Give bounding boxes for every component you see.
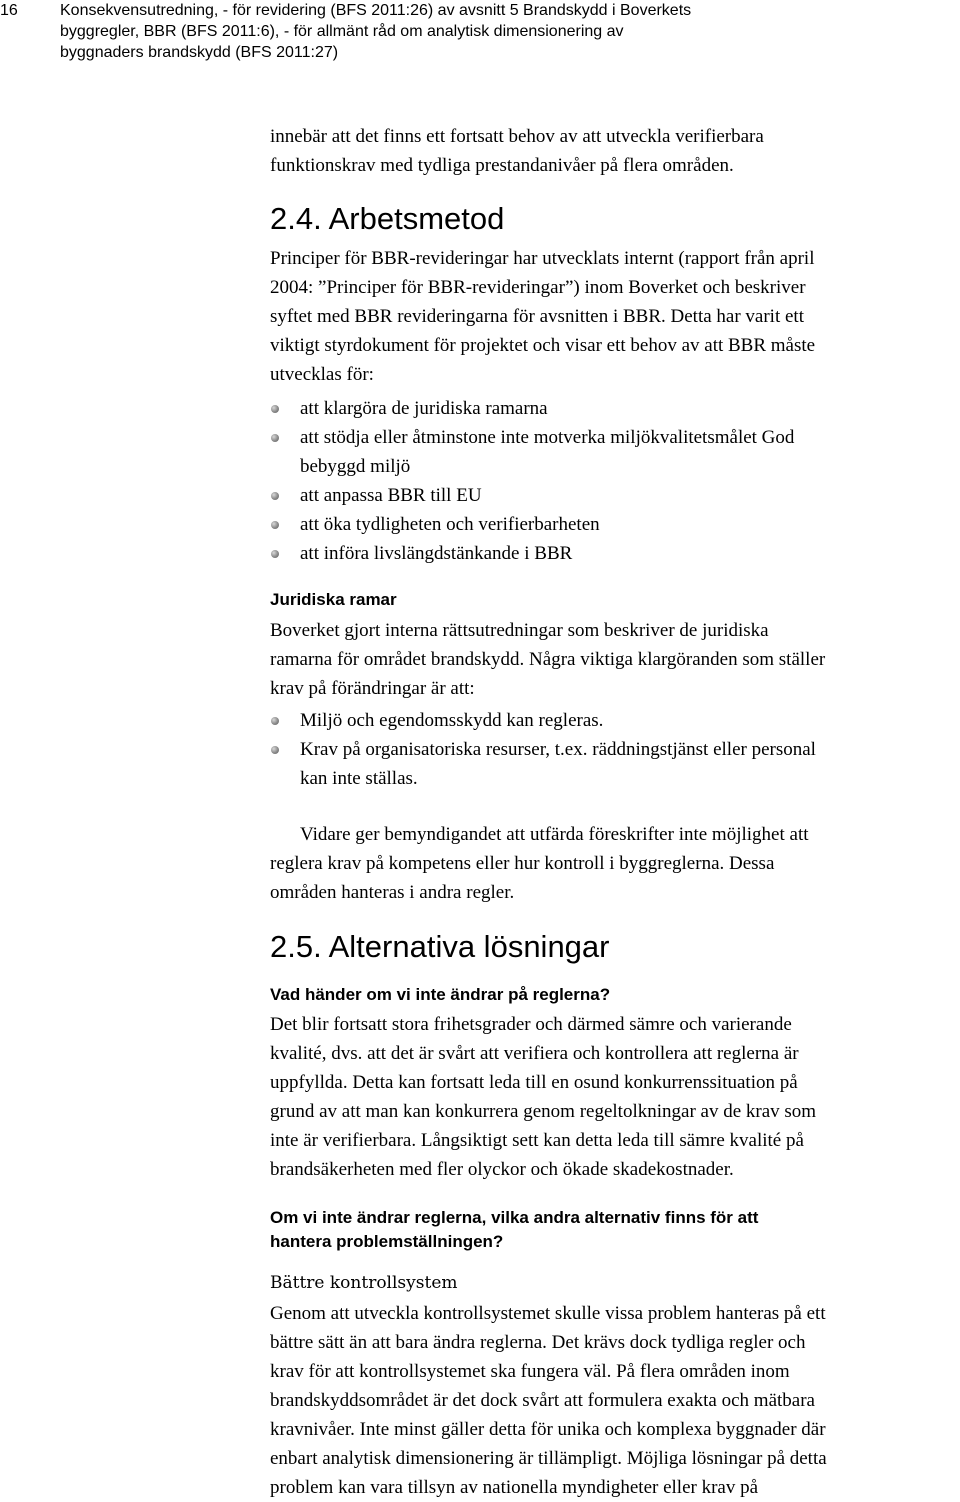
running-header-line: byggnaders brandskydd (BFS 2011:27) bbox=[60, 44, 339, 61]
list-item bbox=[270, 510, 960, 539]
paragraph-line: inte är verifierbara. Långsiktigt sett kan detta leda till sämre kvalité på bbox=[270, 1130, 804, 1151]
vad-hander-paragraph bbox=[270, 1010, 960, 1184]
paragraph-line: grund av att man kan konkurrera genom regeltolkningar av de krav som bbox=[270, 1101, 817, 1122]
paragraph-line: kravnivåer. Inte minst gäller detta för unika och komplexa byggnader där bbox=[270, 1419, 826, 1440]
intro-paragraph bbox=[270, 122, 960, 180]
paragraph-line: krav för att kontrollsystemet ska fungera väl. På flera områden inom bbox=[270, 1361, 790, 1382]
paragraph-line: brandsäkerheten med fler olyckor och ökade skadekostnader. bbox=[270, 1159, 734, 1180]
purpose-bullet-list bbox=[270, 394, 960, 568]
juridiska-paragraph bbox=[270, 616, 960, 703]
page-number: 16 bbox=[0, 2, 18, 19]
paragraph-line: viktigt styrdokument för projektet och visar ett behov av att BBR måste bbox=[270, 335, 816, 356]
list-item-text: bebyggd miljö bbox=[300, 456, 411, 477]
body-content bbox=[270, 122, 960, 1502]
option-heading-battre-kontrollsystem: Bättre kontrollsystem bbox=[270, 1273, 458, 1293]
paragraph-line: Boverket gjort interna rättsutredningar som beskriver de juridiska bbox=[270, 620, 769, 641]
bullet-icon bbox=[271, 746, 279, 754]
paragraph-line: brandskyddsområdet är det dock svårt att formulera exakta och mätbara bbox=[270, 1390, 815, 1411]
paragraph-line: utvecklas för: bbox=[270, 364, 374, 385]
list-item bbox=[270, 706, 960, 735]
paragraph-line: kvalité, dvs. att det är svårt att verifiera och kontrollera att reglerna är bbox=[270, 1043, 799, 1064]
running-header-line: Konsekvensutredning, - för revidering (BFS 2011:26) av avsnitt 5 Brandskydd i Boverkets bbox=[60, 2, 692, 19]
section-heading-arbetsmetod: 2.4. Arbetsmetod bbox=[270, 201, 505, 236]
running-header-line: byggregler, BBR (BFS 2011:6), - för allmänt råd om analytisk dimensionering av bbox=[60, 23, 624, 40]
paragraph-line: enbart analytisk dimensionering är tillämpligt. Möjliga lösningar på detta bbox=[270, 1448, 827, 1469]
bullet-icon bbox=[271, 405, 279, 413]
list-item-text: att stödja eller åtminstone inte motverka miljökvalitetsmålet God bbox=[300, 427, 795, 448]
list-item-text: Krav på organisatoriska resurser, t.ex. räddningstjänst eller personal bbox=[300, 739, 816, 760]
paragraph-line: bättre sätt än att bara ändra reglerna. Det krävs dock tydliga regler och bbox=[270, 1332, 806, 1353]
paragraph-line: problem kan vara tillsyn av nationella myndigheter eller krav på bbox=[270, 1477, 759, 1498]
list-item bbox=[270, 394, 960, 423]
list-item-text: kan inte ställas. bbox=[300, 768, 418, 789]
bullet-icon bbox=[271, 434, 279, 442]
paragraph-line: krav på förändringar är att: bbox=[270, 678, 475, 699]
battre-kontrollsystem-paragraph bbox=[270, 1299, 960, 1502]
list-item-text: Miljö och egendomsskydd kan regleras. bbox=[300, 710, 604, 731]
paragraph-line: funktionskrav med tydliga prestandanivåer på flera områden. bbox=[270, 155, 734, 176]
heading-line: Om vi inte ändrar reglerna, vilka andra alternativ finns för att bbox=[270, 1208, 759, 1227]
sub-heading-juridiska-ramar: Juridiska ramar bbox=[270, 590, 397, 609]
bullet-icon bbox=[271, 550, 279, 558]
arbetsmetod-paragraph bbox=[270, 244, 960, 389]
paragraph-line: Vidare ger bemyndigandet att utfärda föreskrifter inte möjlighet att bbox=[300, 824, 809, 845]
paragraph-line: 2004: ”Principer för BBR-revideringar”) inom Boverket och beskriver bbox=[270, 277, 806, 298]
paragraph-line: syftet med BBR revideringarna för avsnitten i BBR. Detta har varit ett bbox=[270, 306, 804, 327]
question-heading-andra-alternativ bbox=[270, 1206, 960, 1254]
heading-line: hantera problemställningen? bbox=[270, 1232, 504, 1251]
paragraph-line: Genom att utveckla kontrollsystemet skulle vissa problem hanteras på ett bbox=[270, 1303, 826, 1324]
paragraph-line: Det blir fortsatt stora frihetsgrader och därmed sämre och varierande bbox=[270, 1014, 792, 1035]
list-item-text: att införa livslängdstänkande i BBR bbox=[300, 543, 573, 564]
krav-bullet-list bbox=[270, 706, 960, 793]
list-item bbox=[270, 423, 960, 481]
question-heading-vad-hander: Vad händer om vi inte ändrar på reglerna? bbox=[270, 985, 611, 1004]
list-item-text: att anpassa BBR till EU bbox=[300, 485, 482, 506]
paragraph-line: uppfyllda. Detta kan fortsatt leda till en osund konkurrenssituation på bbox=[270, 1072, 798, 1093]
paragraph-line: innebär att det finns ett fortsatt behov av att utveckla verifierbara bbox=[270, 126, 764, 147]
bullet-icon bbox=[271, 521, 279, 529]
list-item-text: att öka tydligheten och verifierbarheten bbox=[300, 514, 600, 535]
paragraph-line: Principer för BBR-revideringar har utvecklats internt (rapport från april bbox=[270, 248, 815, 269]
paragraph-line: områden hanteras i andra regler. bbox=[270, 882, 515, 903]
list-item bbox=[270, 735, 960, 793]
vidare-paragraph bbox=[270, 820, 960, 907]
bullet-icon bbox=[271, 717, 279, 725]
list-item bbox=[270, 539, 960, 568]
paragraph-line: reglera krav på kompetens eller hur kontroll i byggreglerna. Dessa bbox=[270, 853, 775, 874]
section-heading-alternativa-losningar: 2.5. Alternativa lösningar bbox=[270, 929, 610, 964]
running-header bbox=[60, 0, 955, 63]
bullet-icon bbox=[271, 492, 279, 500]
list-item bbox=[270, 481, 960, 510]
list-item-text: att klargöra de juridiska ramarna bbox=[300, 398, 548, 419]
paragraph-line: ramarna för området brandskydd. Några viktiga klargöranden som ställer bbox=[270, 649, 826, 670]
